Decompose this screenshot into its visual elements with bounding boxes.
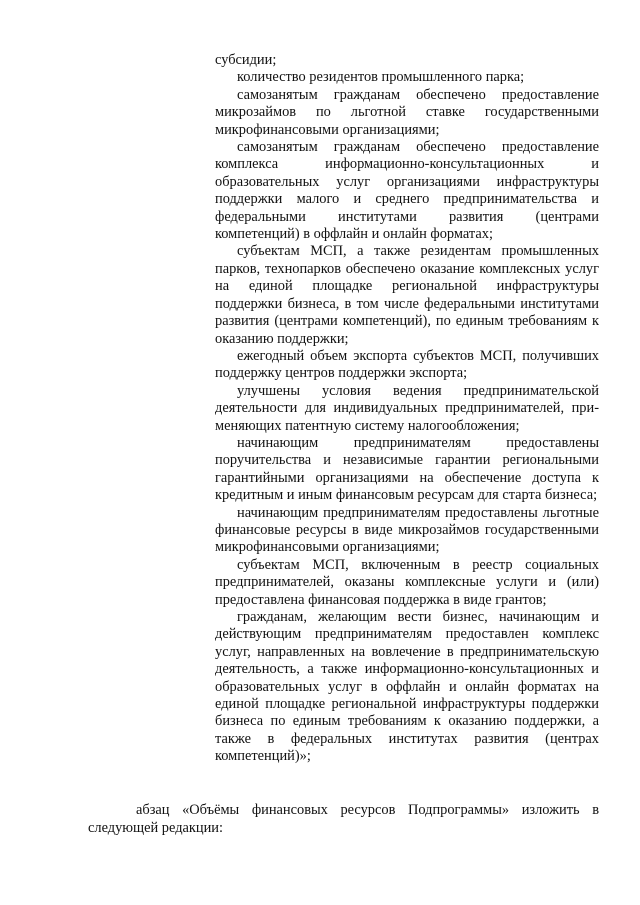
list-item: субсидии; (215, 52, 277, 68)
list-item: начинающим предпринимателям предоставлены льготные финансовые ресурсы в виде микрозаймов государственными микрофинансовыми организациями; (215, 504, 599, 556)
list-item: количество резидентов промышленного парка; (237, 69, 525, 86)
list-item: самозанятым гражданам обеспечено предоставление микрозаймов по льготной ставке государственными микрофинансовыми организациями; (215, 86, 599, 138)
list-item: ежегодный объем экспорта субъектов МСП, получивших поддержку центров поддержки экспорта; (215, 347, 599, 382)
list-item: гражданам, желающим вести бизнес, начинающим и действующим предпринимателям предоставлен комплекс услуг, направленных на вовлечение в предпринимательскую деятельность, а также информационно-консультационных и образовательных услуг в оффлайн и онлайн форматах на единой площадке региональной инфраструктуры поддержки бизнеса по единым требованиям к оказанию поддержки, а также в федеральных институтах развития (центрах компетенций)»; (215, 609, 599, 765)
list-item: субъектам МСП, а также резидентам промышленных парков, технопарков обеспечено оказание комплексных услуг на единой площадке региональной инфраструктуры поддержки бизнеса, в том числе федеральными институтами развития (центрами компетенций), по единым требованиям к оказанию поддержки; (215, 243, 599, 347)
list-item: начинающим предпринимателям предоставлены поручительства и независимые гарантии региональными гарантийными организациями на обеспечение доступа к кредитным и иным финансовым ресурсам для старта бизнеса; (215, 434, 599, 504)
amendment-paragraph (88, 802, 599, 837)
list-item: улучшены условия ведения предпринимательской деятельности для индивидуальных предпринимателей, при-меняющих патентную систему налогообложения; (215, 382, 599, 434)
list-item: субъектам МСП, включенным в реестр социальных предпринимателей, оказаны комплексные услуги и (или) предоставлена финансовая поддержка в виде грантов; (215, 556, 599, 608)
body-paragraph: абзац «Объёмы финансовых ресурсов Подпрограммы» изложить в следующей редакции: (88, 802, 599, 836)
indicator-list (215, 52, 599, 766)
list-item: самозанятым гражданам обеспечено предоставление комплекса информационно-консультационных и образовательных услуг организациями инфраструктуры поддержки малого и среднего предпринимательства и федеральными институтами развития (центрами компетенций) в оффлайн и онлайн форматах; (215, 139, 599, 243)
